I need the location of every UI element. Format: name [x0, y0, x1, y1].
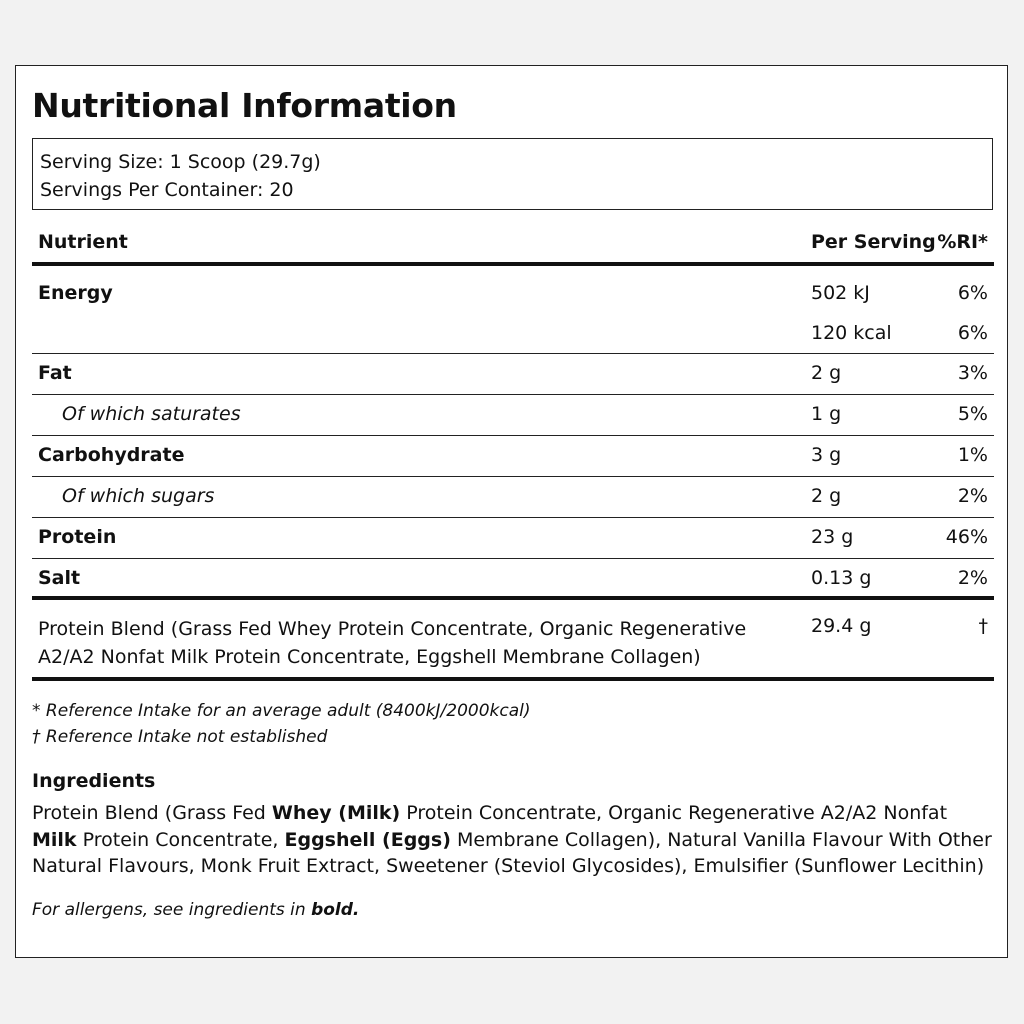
ingredient-text-part: Protein Blend (Grass Fed — [32, 802, 272, 824]
dagger-footnote: † Reference Intake not established — [32, 727, 328, 747]
ingredient-text-part: Protein Concentrate, Organic Regenerative A2/A2 Nonfat — [400, 802, 948, 824]
nutrient-ri: 46% — [945, 526, 988, 548]
footnotes — [32, 698, 531, 750]
table-row-protein-blend — [32, 600, 994, 681]
nutrition-panel — [15, 65, 1008, 958]
blend-ri: † — [978, 615, 988, 637]
nutrient-label: Of which sugars — [62, 485, 215, 507]
table-row-carbohydrate — [32, 436, 994, 477]
ingredient-text-part: Membrane Collagen), Natural Vanilla Flavour With Other Natural Flavours, Monk Fruit Extract, Sweetener (Steviol Glycosides), Emulsifier (Sunflower Lecithin) — [32, 828, 992, 877]
header-per-serving: Per Serving — [811, 231, 936, 253]
energy-kcal-value: 120 kcal — [811, 322, 892, 344]
ingredient-text-part: Protein Concentrate, — [76, 828, 285, 851]
allergen-note-bold: bold. — [311, 900, 360, 920]
ingredients-text — [32, 800, 997, 880]
energy-kj-value: 502 kJ — [811, 282, 870, 304]
table-row-protein — [32, 518, 994, 559]
nutrient-ri: 3% — [957, 362, 988, 384]
nutrient-value: 3 g — [811, 444, 842, 466]
table-row-energy — [32, 266, 994, 354]
ingredients-heading: Ingredients — [32, 770, 156, 792]
nutrient-value: 2 g — [811, 362, 842, 384]
header-nutrient: Nutrient — [38, 231, 128, 253]
page-title: Nutritional Information — [32, 86, 457, 125]
nutrient-label: Protein — [38, 526, 117, 548]
nutrition-table — [32, 222, 994, 681]
nutrient-ri: 5% — [957, 403, 988, 425]
nutrient-ri: 2% — [957, 485, 988, 507]
nutrient-label: Fat — [38, 362, 72, 384]
nutrient-value: 23 g — [811, 526, 854, 548]
nutrient-ri: 1% — [957, 444, 988, 466]
energy-kcal-ri: 6% — [957, 322, 988, 344]
energy-kj-ri: 6% — [957, 282, 988, 304]
serving-info-box — [32, 138, 993, 210]
header-ri: %RI* — [937, 231, 988, 253]
allergen-note — [32, 900, 359, 920]
table-row-saturates — [32, 395, 994, 436]
energy-label: Energy — [38, 282, 113, 304]
ri-footnote: * Reference Intake for an average adult (8400kJ/2000kcal) — [32, 701, 531, 721]
allergen-eggs: Eggshell (Eggs) — [284, 828, 451, 851]
table-header-row — [32, 222, 994, 266]
nutrient-value: 0.13 g — [811, 567, 872, 589]
nutrient-label: Of which saturates — [62, 403, 241, 425]
blend-value: 29.4 g — [811, 615, 872, 637]
table-row-salt — [32, 559, 994, 600]
allergen-whey: Whey (Milk) — [271, 802, 401, 824]
nutrient-ri: 2% — [957, 567, 988, 589]
servings-per-container: Servings Per Container: 20 — [40, 179, 294, 201]
allergen-milk: Milk — [32, 828, 77, 851]
table-row-sugars — [32, 477, 994, 518]
nutrient-label: Salt — [38, 567, 81, 589]
blend-label: Protein Blend (Grass Fed Whey Protein Concentrate, Organic Regenerative A2/A2 Nonfat Milk Protein Concentrate, Eggshell Membrane Collagen) — [38, 618, 747, 668]
serving-size: Serving Size: 1 Scoop (29.7g) — [40, 151, 321, 173]
nutrient-value: 1 g — [811, 403, 842, 425]
table-row-fat — [32, 354, 994, 395]
nutrient-value: 2 g — [811, 485, 842, 507]
nutrient-label: Carbohydrate — [38, 444, 185, 466]
allergen-note-prefix: For allergens, see ingredients in — [32, 900, 312, 920]
